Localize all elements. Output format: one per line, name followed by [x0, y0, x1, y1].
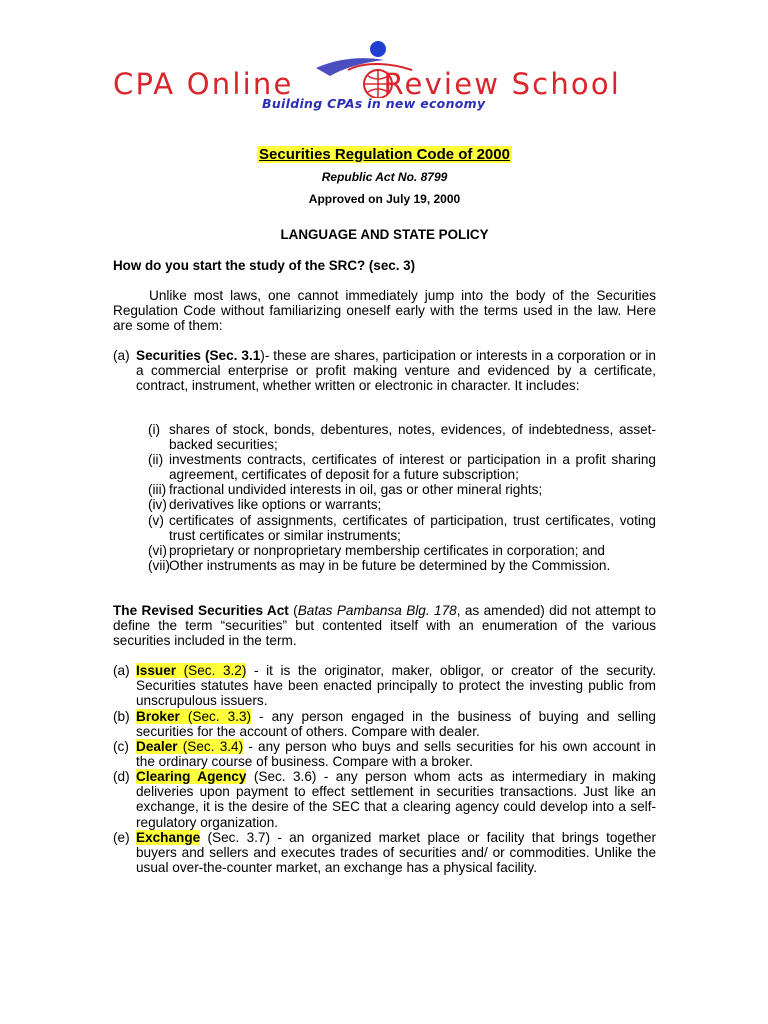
sublist-item-text: investments contracts, certificates of interest or participation in a profit sharing agreement, certificates of deposit for a future subscription; — [169, 452, 656, 483]
sublist-item-text: fractional undivided interests in oil, gas or other mineral rights; — [169, 482, 543, 497]
term-description: - any person whom acts as intermediary in making deliveries upon payment to effect settlement in securities transactions. Just like an exchange, it is the desire of the SEC that a clearing agency could develop into a self-regulatory organization. — [136, 769, 656, 830]
section-heading: LANGUAGE AND STATE POLICY — [280, 227, 489, 242]
school-logo-header — [0, 0, 768, 115]
term-name: Dealer — [136, 739, 178, 754]
school-name-left: CPA Online — [113, 67, 294, 101]
sublist-item-label: (iii) — [148, 482, 167, 497]
school-name-right: Review School — [383, 67, 622, 101]
sublist-item-label: (v) — [148, 513, 164, 528]
term-text — [136, 709, 656, 739]
term-section: (Sec. 3.4) — [177, 739, 244, 754]
sublist-item-text: shares of stock, bonds, debentures, notes, evidences, of indebtedness, asset-backed securities; — [169, 422, 656, 453]
revised-securities-act-paragraph — [113, 603, 656, 649]
term-section: (Sec. 3.7) — [200, 830, 270, 845]
sublist-item-text: derivatives like options or warrants; — [169, 497, 382, 512]
term-name: Exchange — [136, 830, 201, 845]
term-name: Issuer — [136, 663, 177, 678]
sublist-item-label: (vi) — [148, 543, 167, 558]
securities-term: Securities (Sec. 3.1 — [136, 348, 261, 363]
sublist-item-label: (ii) — [148, 452, 164, 467]
term-description: - any person who buys and sells securities for his own account in the ordinary course of business. Compare with a broker. — [136, 739, 656, 770]
sublist-item-text: certificates of assignments, certificates of participation, trust certificates, voting trust certificates or similar instruments; — [169, 513, 656, 544]
term-section: (Sec. 3.6) — [246, 769, 317, 784]
term-description: - an organized market place or facility that brings together buyers and sellers and executes trades of securities and/ or commodities. Unlike the usual over-the-counter market, an exchange has a physical facility. — [136, 830, 656, 876]
rsa-paren: ( — [288, 603, 298, 618]
sublist-item-label: (iv) — [148, 497, 167, 512]
term-name: Broker — [136, 709, 180, 724]
term-description: - any person engaged in the business of buying and selling securities for the account of others. Compare with dealer. — [136, 709, 656, 740]
term-section: (Sec. 3.2) — [176, 663, 247, 678]
term-label: (d) — [113, 769, 130, 784]
rsa-law-name: Batas Pambansa Blg. 178 — [297, 603, 457, 618]
republic-act-number: Republic Act No. 8799 — [321, 170, 448, 184]
sublist-item-text: Other instruments as may in be future be determined by the Commission. — [169, 558, 611, 573]
term-name: Clearing Agency — [136, 769, 247, 784]
securities-definition-text — [136, 348, 656, 394]
term-text — [136, 739, 656, 769]
document-title — [113, 147, 656, 162]
school-tagline: Building CPAs in new economy — [262, 96, 486, 111]
term-section: (Sec. 3.3) — [179, 709, 252, 724]
approval-date: Approved on July 19, 2000 — [308, 192, 461, 206]
sublist-item-label: (i) — [148, 422, 161, 437]
rsa-text: , as amended) did not attempt to define the term “securities” but contented itself with an enumeration of the various securities included in the term. — [113, 603, 656, 649]
item-label: (a) — [113, 348, 130, 363]
intro-paragraph: Unlike most laws, one cannot immediately jump into the body of the Securities Regulation Code without familiarizing oneself early with the terms used in the law. Here are some of them: — [113, 288, 656, 334]
securities-definition: )- these are shares, participation or interests in a corporation or in a commercial enterprise or profit making venture and evidenced by a certificate, contract, instrument, whether written or electronic in character. It includes: — [136, 348, 656, 394]
term-description: - it is the originator, maker, obligor, or creator of the security. Securities statutes have been enacted principally to protect the investing public from unscrupulous issuers. — [136, 663, 656, 709]
term-label: (e) — [113, 830, 130, 845]
term-text — [136, 769, 656, 830]
sublist-item-text: proprietary or nonproprietary membership certificates in corporation; and — [169, 543, 605, 558]
rsa-title: The Revised Securities Act — [113, 603, 289, 618]
sublist-item-label: (vii) — [148, 558, 170, 573]
term-label: (a) — [113, 663, 130, 678]
term-label: (b) — [113, 709, 130, 724]
term-text — [136, 663, 656, 709]
document-title-text: Securities Regulation Code of 2000 — [259, 146, 510, 163]
study-question: How do you start the study of the SRC? (sec. 3) — [113, 258, 416, 273]
term-label: (c) — [113, 739, 129, 754]
term-text — [136, 830, 656, 876]
